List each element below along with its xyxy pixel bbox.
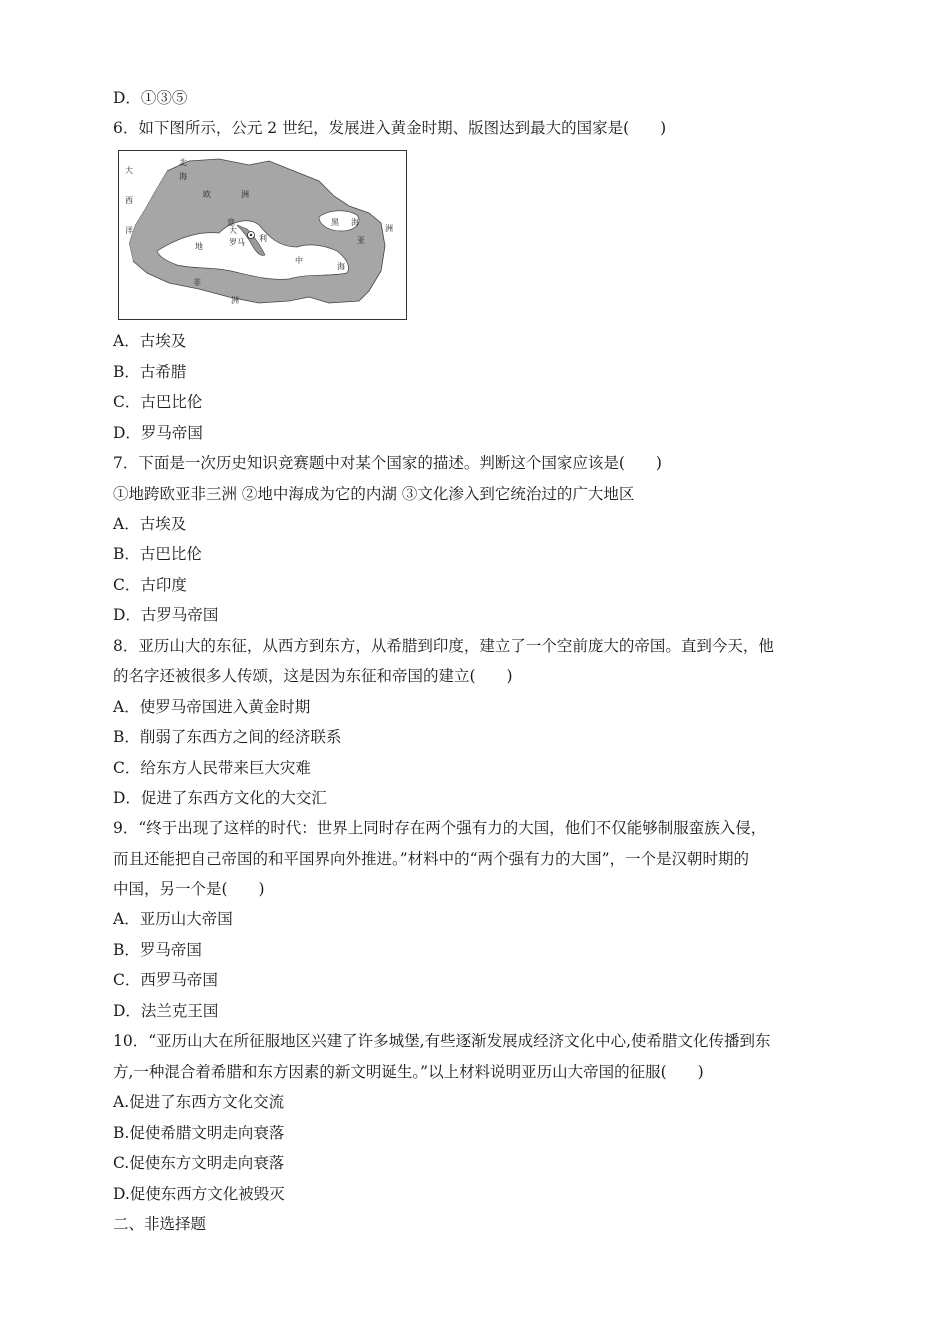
- label-di: 地: [195, 242, 203, 251]
- q10-option-b: B.促使希腊文明走向衰落: [113, 1124, 285, 1142]
- label-xi: 西: [125, 196, 133, 205]
- q9-stem-line1: 9．“终于出现了这样的时代：世界上同时存在两个强有力的大国，他们不仅能够制服蛮族入侵，: [113, 819, 767, 837]
- label-fei: 非: [193, 278, 201, 287]
- label-hai2: 海: [351, 218, 359, 227]
- label-zhou-as: 洲: [385, 224, 393, 233]
- label-hei: 黑: [331, 218, 339, 227]
- q7-stem: 7．下面是一次历史知识竞赛题中对某个国家的描述。判断这个国家应该是( ): [113, 454, 662, 472]
- label-zhou-eu: 洲: [241, 190, 249, 199]
- q6-option-a: A．古埃及: [113, 332, 187, 350]
- label-hai: 海: [179, 172, 187, 181]
- q9-option-d: D．法兰克王国: [113, 1002, 219, 1020]
- q8-option-c: C．给东方人民带来巨大灾难: [113, 759, 311, 777]
- q10-option-c: C.促使东方文明走向衰落: [113, 1154, 285, 1172]
- label-da: 大: [125, 166, 133, 175]
- q9-option-b: B．罗马帝国: [113, 941, 202, 959]
- label-zhou-af: 洲: [231, 296, 239, 305]
- q7-clues: ①地跨欧亚非三洲 ②地中海成为它的内湖 ③文化渗入到它统治过的广大地区: [113, 485, 635, 503]
- q10-stem-line2: 方,一种混合着希腊和东方因素的新文明诞生。”以上材料说明亚历山大帝国的征服( ): [113, 1063, 704, 1081]
- label-ya: 亚: [357, 236, 365, 245]
- q10-stem-line1: 10．“亚历山大在所征服地区兴建了许多城堡,有些逐渐发展成经济文化中心,使希腊文化传播到东: [113, 1032, 771, 1050]
- label-da2: 大: [229, 226, 237, 235]
- q8-option-b: B．削弱了东西方之间的经济联系: [113, 728, 342, 746]
- q10-option-a: A.促进了东西方文化交流: [113, 1093, 285, 1111]
- q6-stem: 6．如下图所示，公元 2 世纪，发展进入黄金时期、版图达到最大的国家是( ): [113, 119, 667, 137]
- q6-option-b: B．古希腊: [113, 363, 187, 381]
- q9-option-c: C．西罗马帝国: [113, 971, 218, 989]
- q9-stem-line3: 中国，另一个是( ): [113, 880, 265, 898]
- q8-option-d: D．促进了东西方文化的大交汇: [113, 789, 327, 807]
- q9-option-a: A．亚历山大帝国: [113, 910, 233, 928]
- q9-stem-line2: 而且还能把自己帝国的和平国界向外推进。”材料中的“两个强有力的大国”，一个是汉朝时期的: [113, 850, 750, 868]
- label-bei: 北: [179, 158, 187, 167]
- q7-option-d: D．古罗马帝国: [113, 606, 219, 624]
- map-svg: [119, 151, 406, 319]
- label-li: 利: [259, 234, 267, 243]
- section-title: 二、非选择题: [113, 1215, 207, 1233]
- q7-option-b: B．古巴比伦: [113, 545, 202, 563]
- q6-option-d: D．罗马帝国: [113, 424, 203, 442]
- q6-option-c: C．古巴比伦: [113, 393, 203, 411]
- q8-option-a: A．使罗马帝国进入黄金时期: [113, 698, 311, 716]
- q10-option-d: D.促使东西方文化被毁灭: [113, 1185, 285, 1203]
- q8-stem-line2: 的名字还被很多人传颂，这是因为东征和帝国的建立( ): [113, 667, 513, 685]
- q7-option-c: C．古印度: [113, 576, 187, 594]
- q5-option-d: D．①③⑤: [113, 89, 188, 107]
- label-yi: 意: [227, 218, 235, 227]
- q8-stem-line1: 8．亚历山大的东征，从西方到东方，从希腊到印度，建立了一个空前庞大的帝国。直到今天，他: [113, 637, 774, 655]
- label-luoma: 罗马: [229, 238, 245, 247]
- label-yang: 洋: [125, 226, 133, 235]
- q7-option-a: A．古埃及: [113, 515, 187, 533]
- label-ou: 欧: [203, 190, 211, 199]
- roman-empire-map: [118, 150, 407, 320]
- label-zhong: 中: [295, 256, 303, 265]
- label-hai3: 海: [337, 262, 345, 271]
